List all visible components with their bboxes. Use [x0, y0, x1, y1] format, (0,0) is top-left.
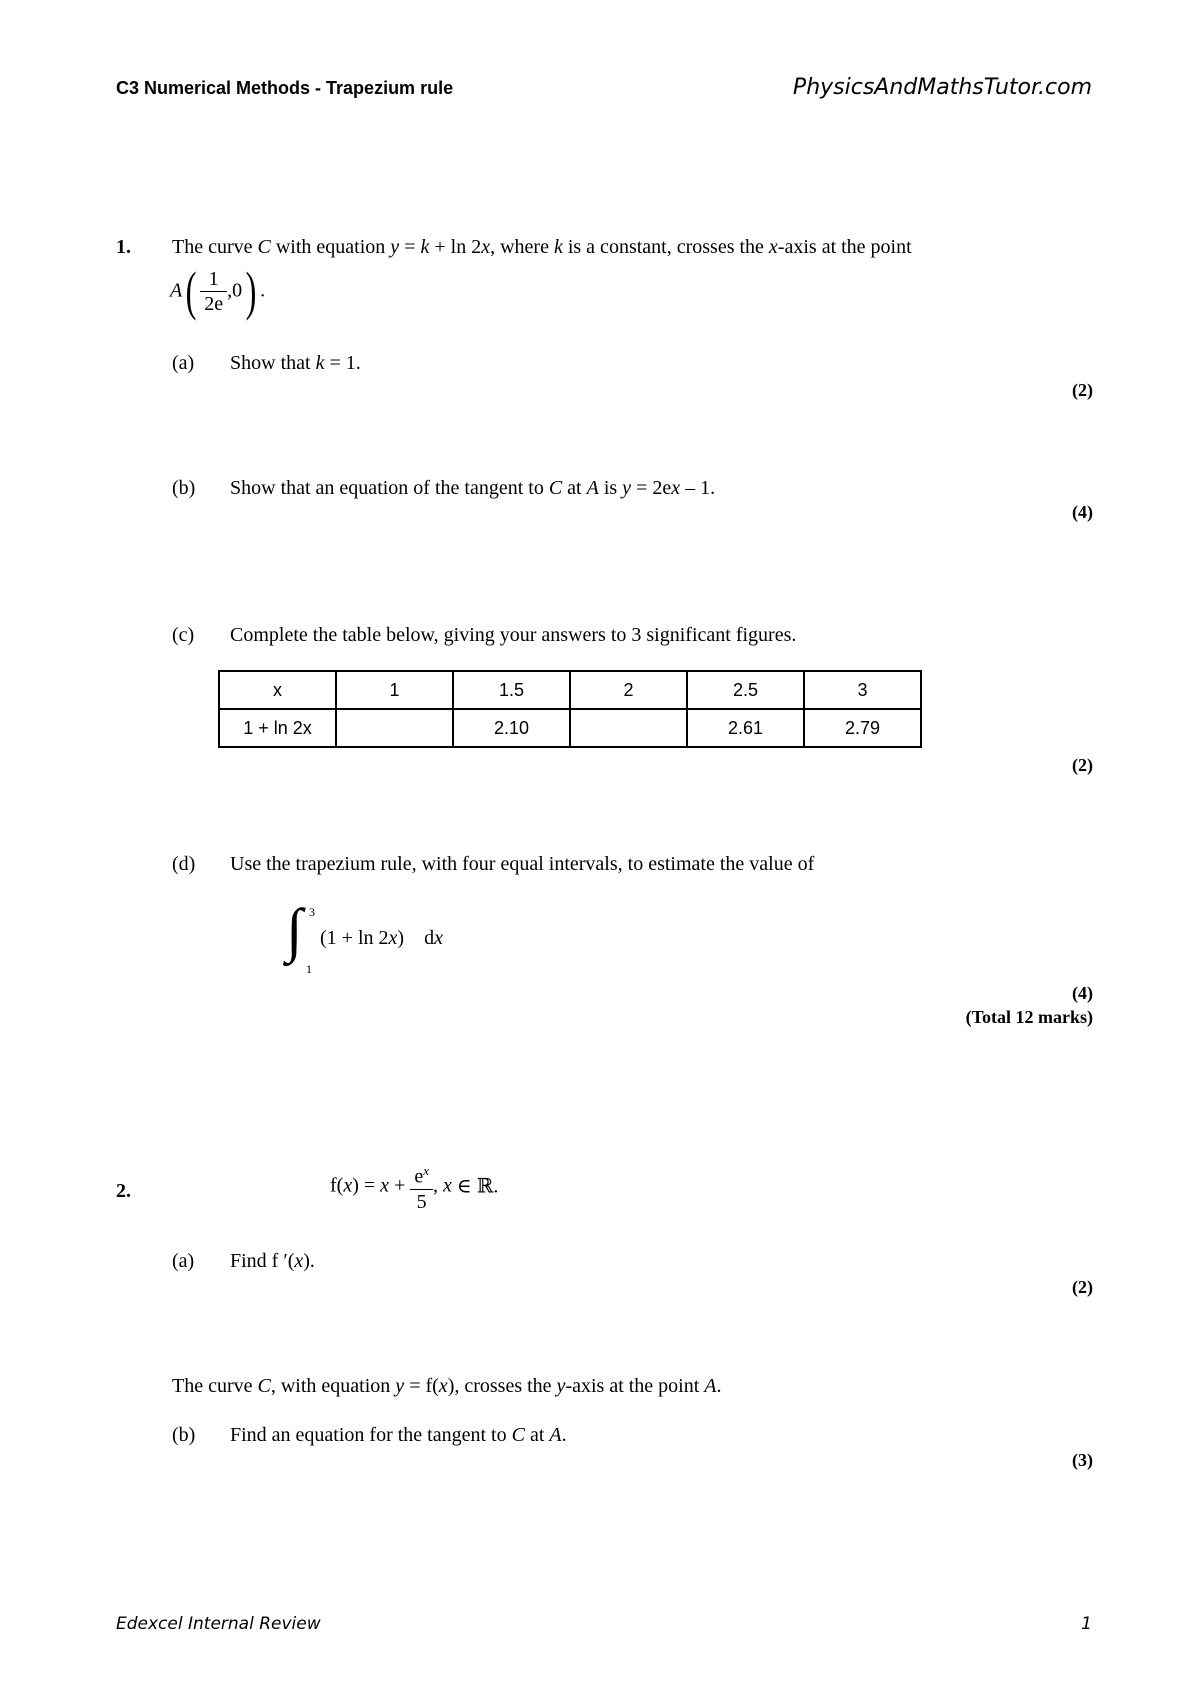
table-cell: 2.10	[453, 709, 570, 747]
table-cell: 2.79	[804, 709, 921, 747]
q2a-marks: (2)	[1072, 1277, 1093, 1297]
integrand: (1 + ln 2x) dx	[320, 927, 443, 949]
q2b-marks: (3)	[1072, 1450, 1093, 1470]
q2-stem: The curve C, with equation y = f(x), crosses the y-axis at the point A.	[172, 1375, 722, 1397]
table-cell: 2.5	[687, 671, 804, 709]
q2b-text: Find an equation for the tangent to C at A.	[230, 1424, 567, 1446]
q1b-text: Show that an equation of the tangent to C at A is y = 2ex – 1.	[230, 477, 716, 499]
q1c-text: Complete the table below, giving your answers to 3 significant figures.	[230, 624, 797, 646]
q1b-marks: (4)	[1072, 502, 1093, 522]
table-cell: 1 + ln 2x	[219, 709, 336, 747]
q1b-label: (b)	[172, 477, 196, 499]
header-site: PhysicsAndMathsTutor.com	[792, 75, 1092, 100]
point-fraction: $\frac{1}{2e}$	[200, 267, 227, 316]
table-cell: 1.5	[453, 671, 570, 709]
table-cell: 3	[804, 671, 921, 709]
table-cell-blank[interactable]	[336, 709, 453, 747]
q2b-label: (b)	[172, 1424, 196, 1446]
table-row	[219, 671, 921, 709]
footer-source: Edexcel Internal Review	[116, 1614, 321, 1634]
q1d-text: Use the trapezium rule, with four equal intervals, to estimate the value of	[230, 853, 815, 875]
table-row	[219, 709, 921, 747]
integral-upper-limit: 3	[309, 905, 315, 919]
page-number: 1	[1081, 1614, 1092, 1634]
function-fraction: $\frac{e^x}{5}$	[410, 1158, 433, 1214]
q1c-label: (c)	[172, 624, 195, 646]
q2a-text: Find f ′(x).	[230, 1250, 315, 1272]
q1a-marks: (2)	[1072, 380, 1093, 400]
q2-number: 2.	[116, 1180, 131, 1202]
table-cell: 2.61	[687, 709, 804, 747]
q1-intro: The curve C with equation y = k + ln 2x, where k is a constant, crosses the x-axis at the point	[172, 236, 912, 258]
q1-number: 1.	[116, 236, 131, 258]
q1-point-a: A( $\frac{1}{2e}$ ,0) .	[170, 261, 266, 321]
integral-expression	[286, 897, 303, 963]
q1a-label: (a)	[172, 352, 195, 374]
q1d-label: (d)	[172, 853, 196, 875]
q1a-text: Show that k = 1.	[230, 352, 361, 374]
table-cell-blank[interactable]	[570, 709, 687, 747]
table-cell: x	[219, 671, 336, 709]
q1c-marks: (2)	[1072, 755, 1093, 775]
q1-total-marks: (Total 12 marks)	[965, 1007, 1093, 1027]
table-cell: 2	[570, 671, 687, 709]
integral-lower-limit: 1	[306, 962, 312, 976]
q1d-marks: (4)	[1072, 983, 1093, 1003]
integral-sign: ∫	[286, 897, 303, 963]
q2-function: f(x) = x + $\frac{e^x}{5}$ , x ∈ ℝ.	[330, 1158, 498, 1214]
values-table	[218, 670, 922, 748]
table-cell: 1	[336, 671, 453, 709]
q2a-label: (a)	[172, 1250, 195, 1272]
header-title: C3 Numerical Methods - Trapezium rule	[116, 78, 454, 98]
